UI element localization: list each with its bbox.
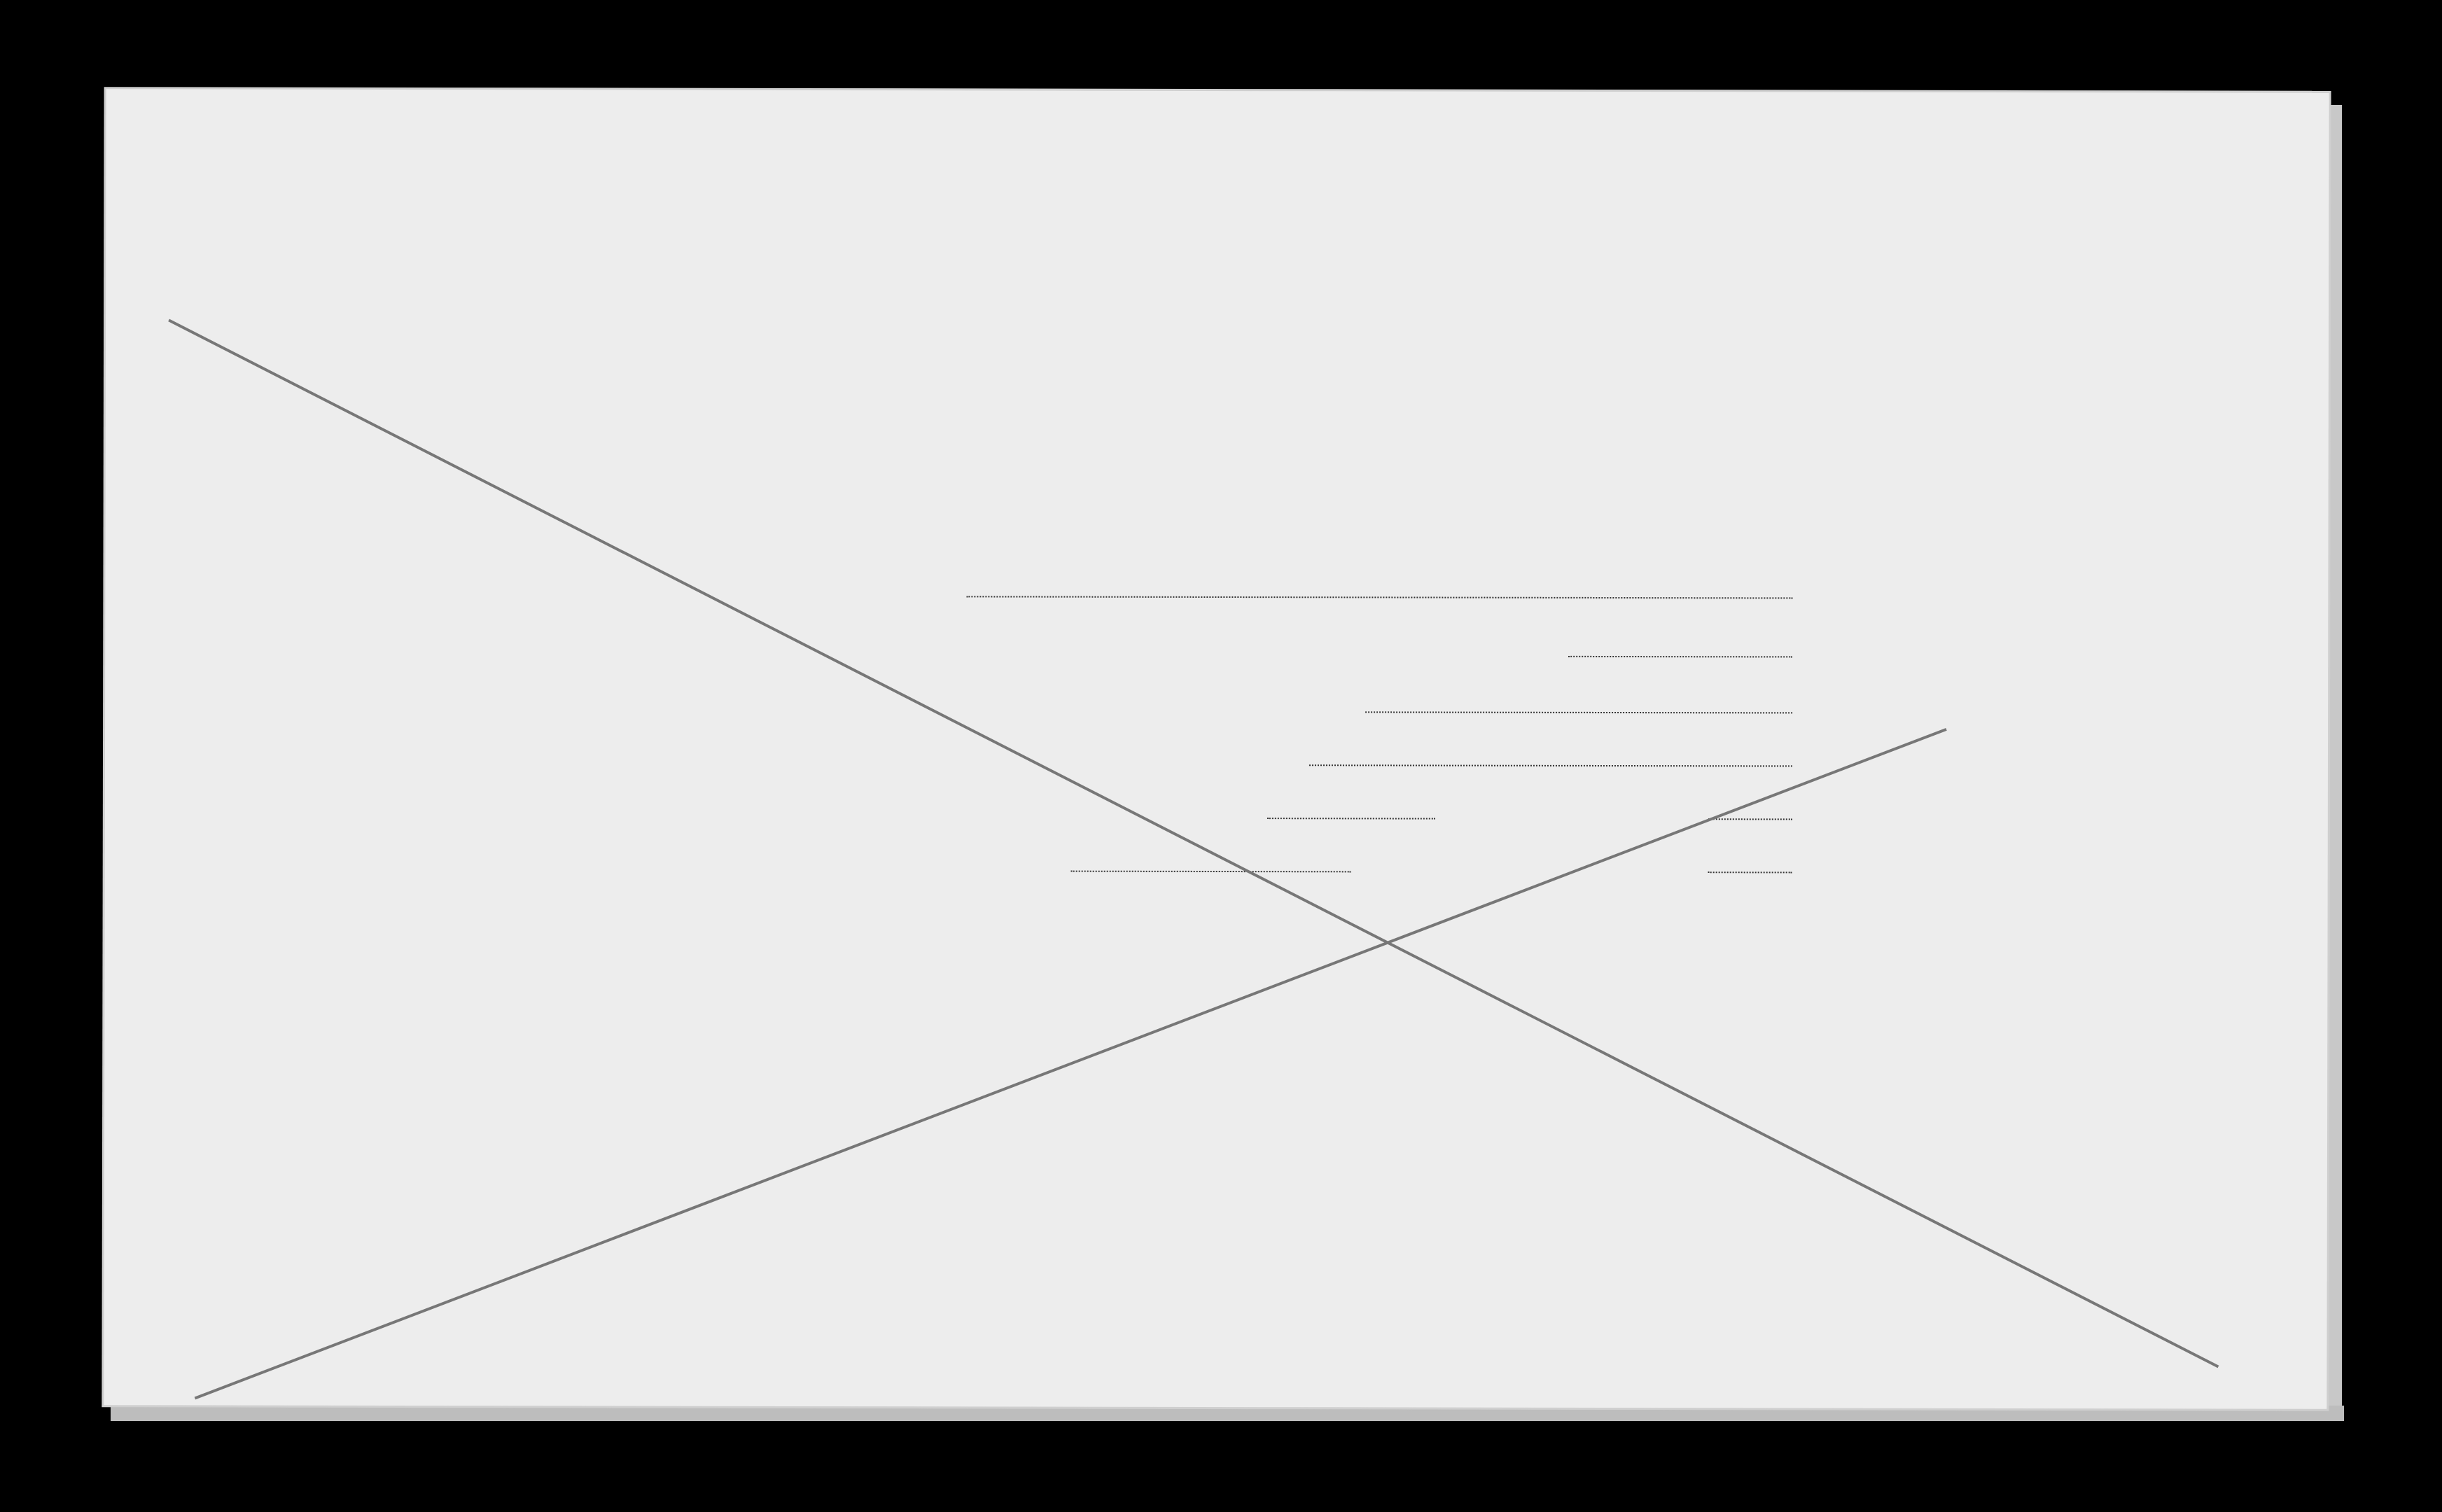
census-card bbox=[104, 89, 2329, 1409]
cancel-cross-lines bbox=[104, 89, 2329, 1409]
cancel-line-2 bbox=[195, 726, 1946, 1401]
cancel-line-1 bbox=[167, 320, 2220, 1366]
